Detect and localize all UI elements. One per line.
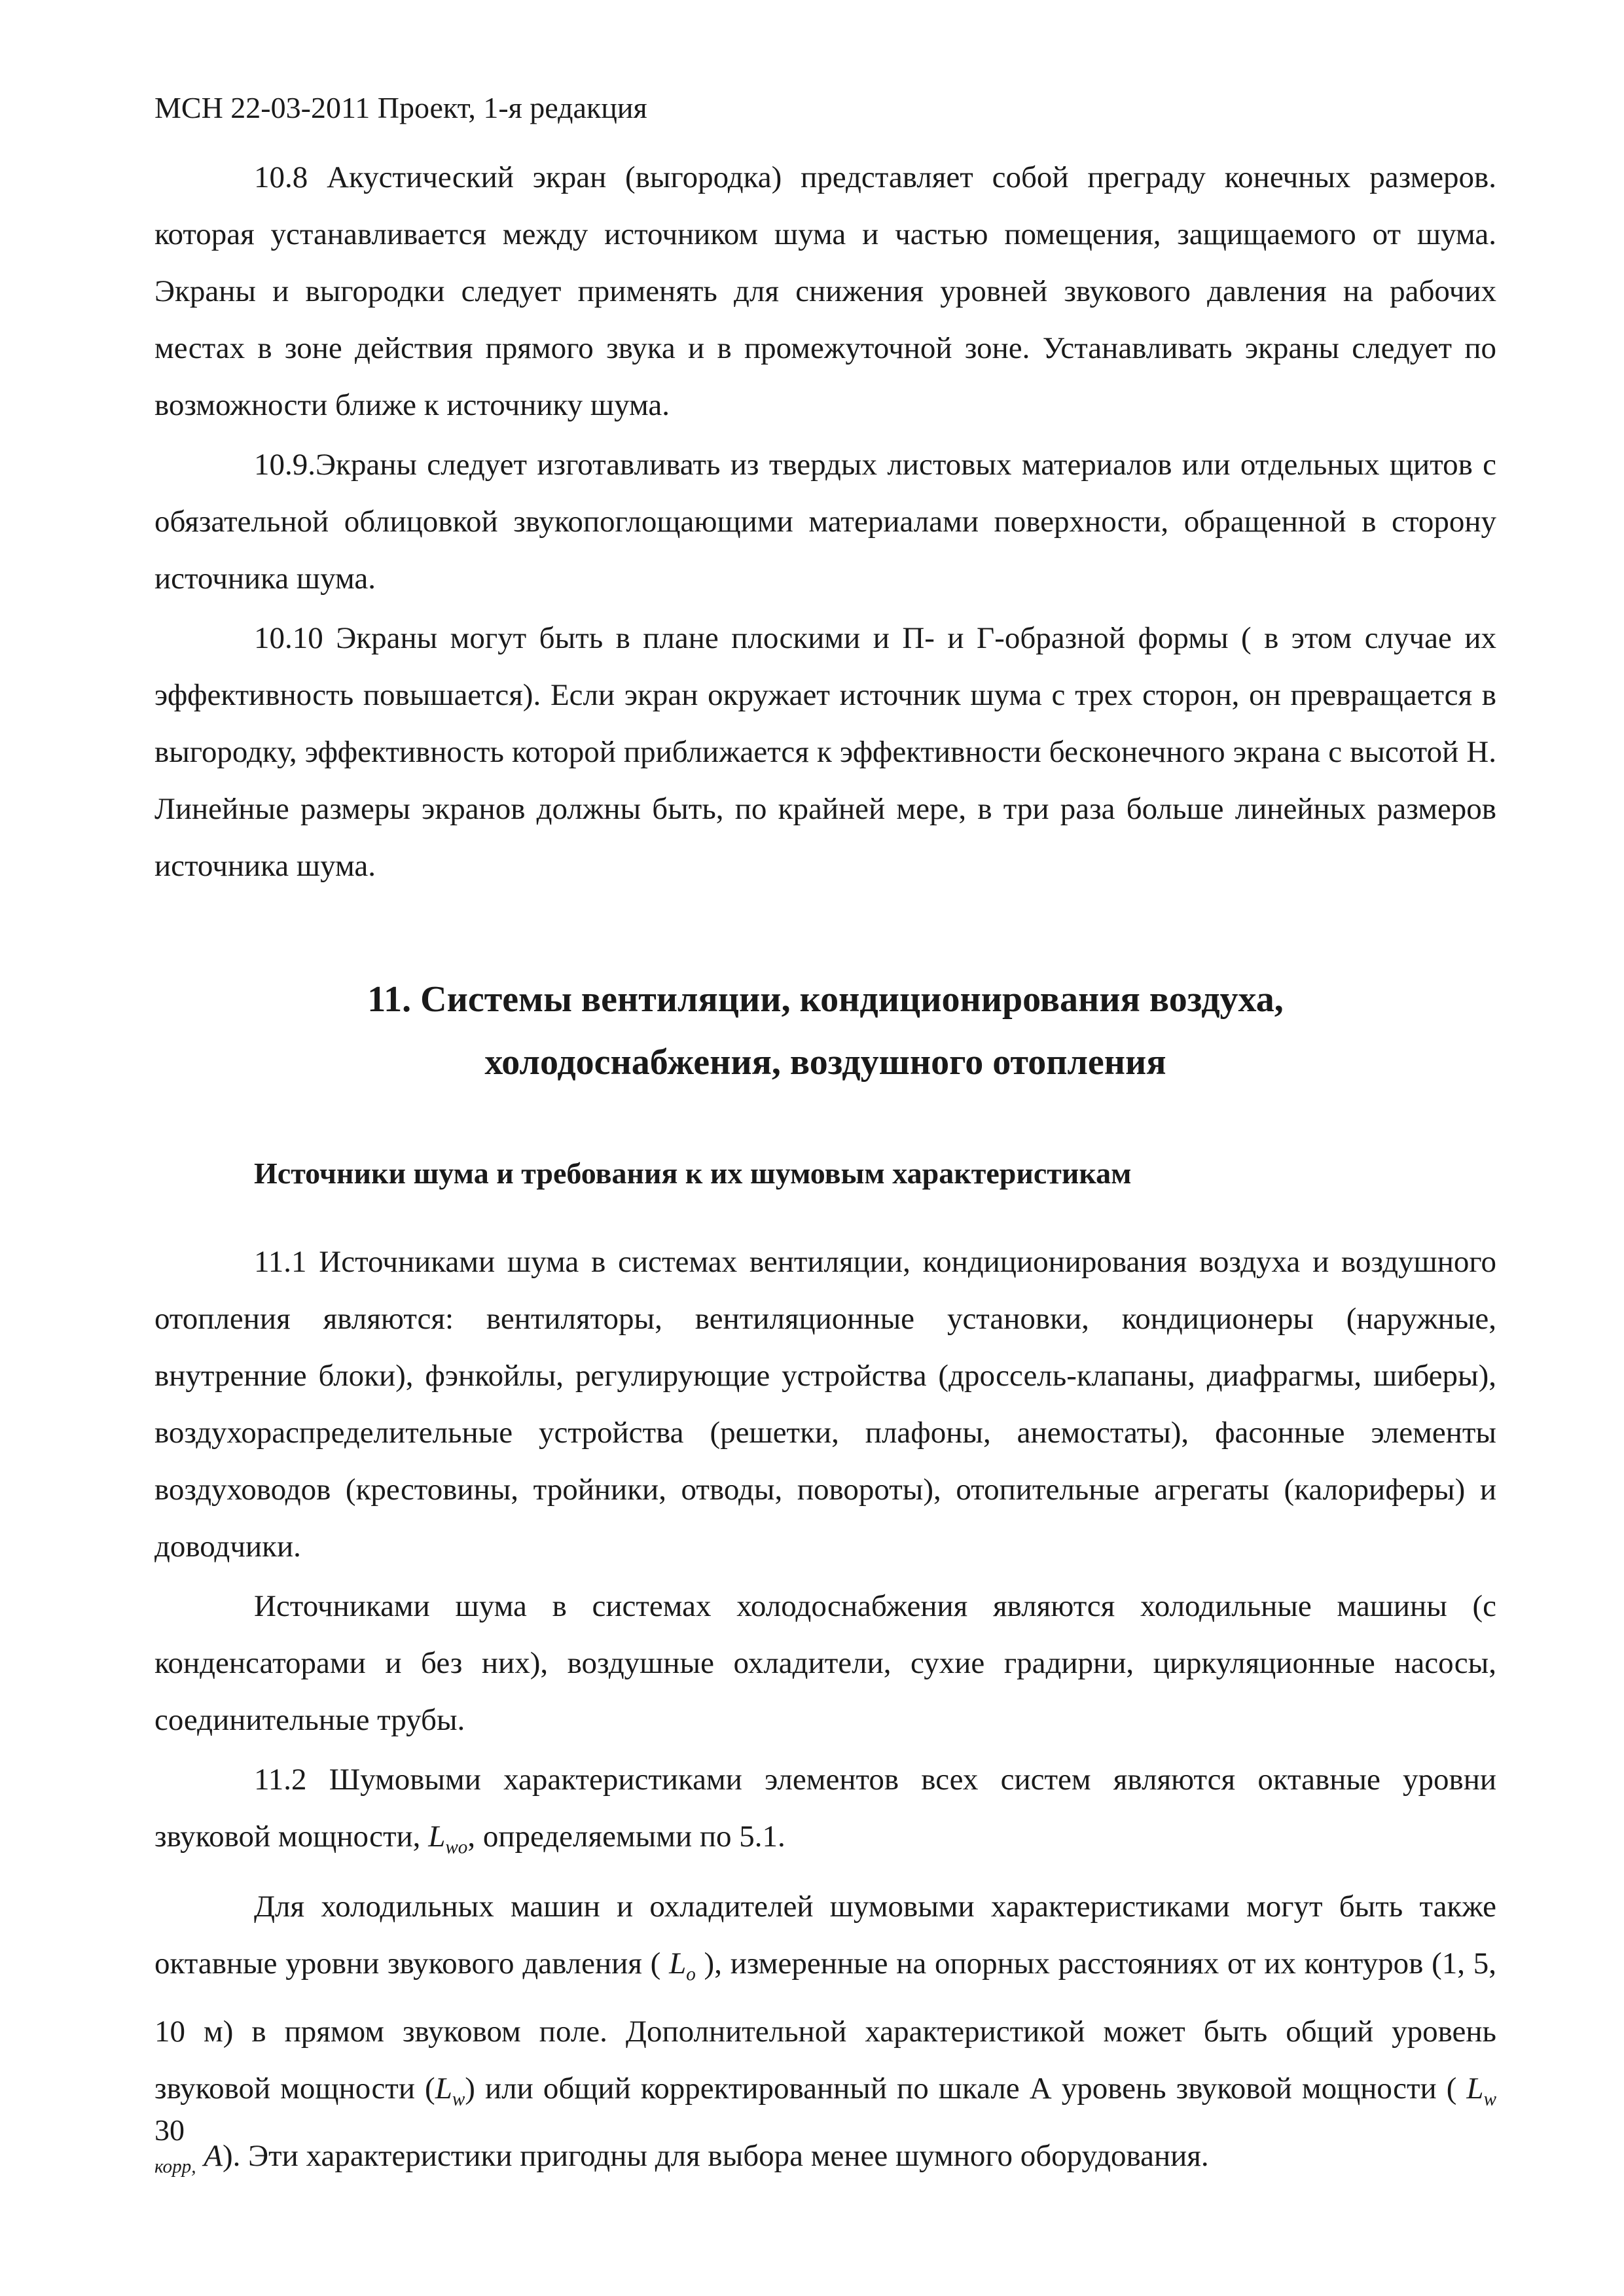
paragraph-refrigeration-sources: Источниками шума в системах холодоснабжения являются холодильные машины (с конденсаторами и без них), воздушные охладители, сухие градирни, циркуляционные насосы, соединительные трубы. [154, 1589, 1496, 1737]
symbol-lw [435, 2071, 465, 2110]
paragraph-11-2 [154, 1751, 1496, 1876]
para-last-text-1: Для холодильных машин и охладителей шумовыми характеристиками могут быть также октавные уровни звукового давления ( [154, 1890, 1496, 1981]
para-11-2-tail: , определяемыми по 5.1. [467, 1820, 785, 1854]
subsection-heading: Источники шума и требования к их шумовым характеристикам [254, 1157, 1132, 1190]
page-body [154, 149, 1496, 2198]
symbol-lw-corr-a: A [196, 2139, 223, 2174]
page-number: 30 [154, 2113, 185, 2147]
para-last-text-2: ), измеренные на опорных расстояниях от их контуров (1, 5, 10 м) в прямом звуковом поле. Дополнительной характеристикой может быть общий уровень звуковой мощности ( [154, 1946, 1496, 2106]
symbol-lwo-base: L [428, 1820, 446, 1854]
paragraph-11-1: 11.1 Источниками шума в системах вентиляции, кондиционирования воздуха и воздушного отопления являются: вентиляторы, вентиляционные установки, кондиционеры (наружные, внутренние блоки), фэнкойлы, регулирующие устройства (дроссель-клапаны, диафрагмы, шиберы), воздухораспределительные устройства (решетки, плафоны, анемостаты), фасонные элементы воздуховодов (крестовины, тройники, отводы, повороты), отопительные агрегаты (калориферы) и доводчики. [154, 1245, 1496, 1564]
paragraph-refrigeration-characteristics [154, 1878, 1496, 2195]
running-header: МСН 22-03-2011 Проект, 1-я редакция [154, 91, 647, 124]
para-11-2-text: 11.2 Шумовыми характеристиками элементов всех систем являются октавные уровни звуковой мощности, [154, 1763, 1496, 1854]
symbol-lw-sub: w [452, 2089, 465, 2110]
symbol-lo-base: L [669, 1946, 687, 1981]
symbol-lw-base: L [435, 2071, 452, 2106]
paragraph-10-10: 10.10 Экраны могут быть в плане плоскими и П- и Г-образной формы ( в этом случае их эффективность повышается). Если экран окружает источник шума с трех сторон, он превращается в выгородку, эффективность которой приближается к эффективности бесконечного экрана с высотой Н. Линейные размеры экранов должны быть, по крайней мере, в три раза больше линейных размеров источника шума. [154, 621, 1496, 883]
section-title-line-1: 11. Системы вентиляции, кондиционирования воздуха, [367, 979, 1284, 1020]
section-11-heading [154, 968, 1496, 1094]
symbol-lw-corr-base: L [1466, 2071, 1484, 2106]
paragraph-10-9: 10.9.Экраны следует изготавливать из твердых листовых материалов или отдельных щитов с обязательной облицовкой звукопоглощающими материалами поверхности, обращенной в сторону источника шума. [154, 448, 1496, 596]
symbol-lwo [428, 1820, 468, 1858]
symbol-lo-sub: o [686, 1964, 696, 1985]
symbol-lo [669, 1946, 696, 1985]
para-last-text-3: ) или общий корректированный по шкале А уровень звуковой мощности ( [465, 2071, 1467, 2106]
section-title-line-2: холодоснабжения, воздушного отопления [484, 1042, 1166, 1083]
para-last-text-4: ). Эти характеристики пригодны для выбора менее шумного оборудования. [222, 2139, 1209, 2174]
paragraph-10-8: 10.8 Акустический экран (выгородка) представляет собой преграду конечных размеров. которая устанавливается между источником шума и частью помещения, защищаемого от шума. Экраны и выгородки следует применять для снижения уровней звукового давления на рабочих местах в зоне действия прямого звука и в промежуточной зоне. Устанавливать экраны следует по возможности ближе к источнику шума. [154, 160, 1496, 422]
symbol-lwo-sub: wo [445, 1837, 468, 1858]
symbol-lw-corr-sub: w корр, [154, 2089, 1496, 2178]
